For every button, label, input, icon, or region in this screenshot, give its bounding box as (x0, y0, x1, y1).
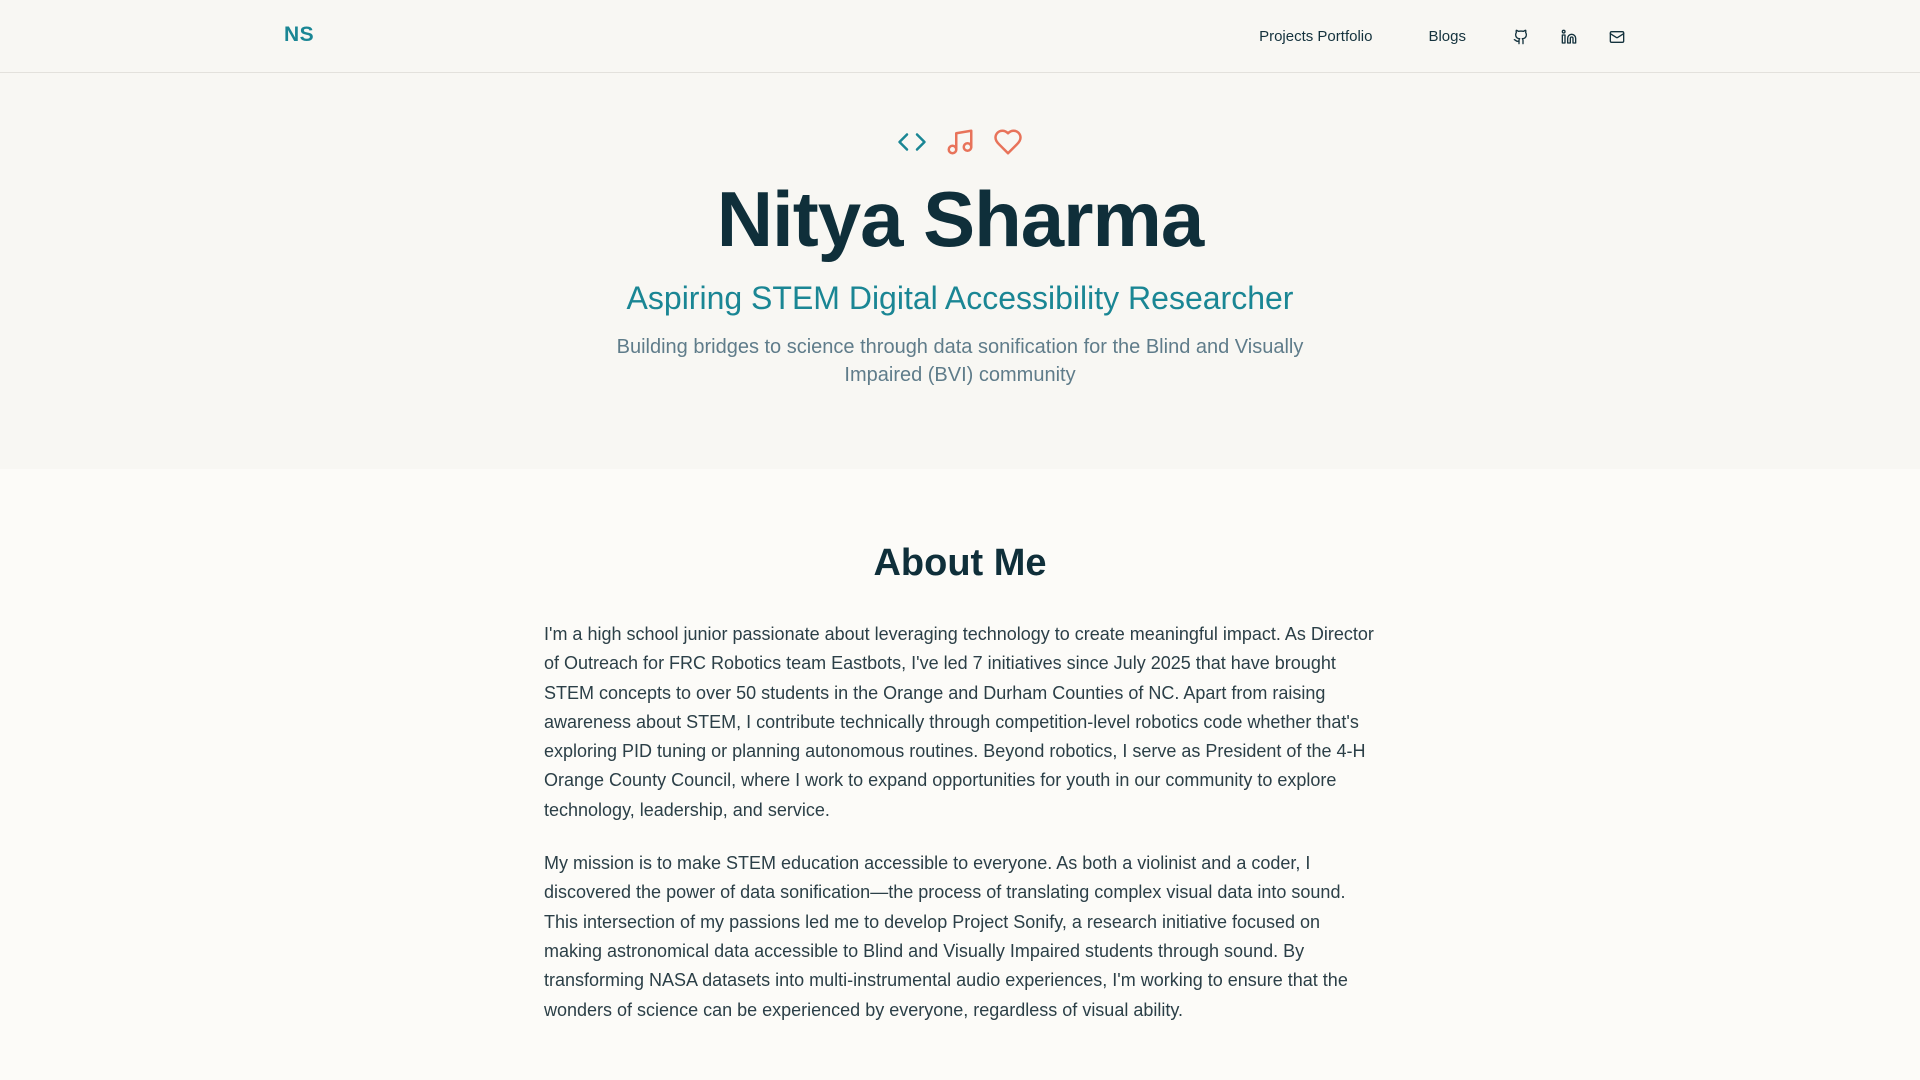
site-logo[interactable]: NS (284, 23, 315, 46)
site-header (0, 0, 1920, 73)
heart-icon (993, 127, 1023, 157)
hero-icon-row (0, 127, 1920, 157)
social-links (1512, 28, 1626, 46)
hero-tagline: Building bridges to science through data sonification for the Blind and Visually Impaired (BVI) community (616, 336, 1304, 386)
about-paragraph: My mission is to make STEM education accessible to everyone. As both a violinist and a coder, I discovered the power of data sonification—the process of translating complex visual data into sound. This intersection of my passions led me to develop Project Sonify, a research initiative focused on making astronomical data accessible to Blind and Visually Impaired students through sound. By transforming NASA datasets into multi-instrumental audio experiences, I'm working to ensure that the wonders of science can be experienced by everyone, regardless of visual ability. (544, 853, 1348, 1020)
main-nav (1259, 0, 1626, 73)
page-title: Nitya Sharma (716, 175, 1204, 263)
nav-link-projects-portfolio[interactable]: Projects Portfolio (1259, 28, 1373, 45)
hero-subtitle: Aspiring STEM Digital Accessibility Researcher (626, 280, 1294, 316)
mail-icon[interactable] (1608, 28, 1626, 46)
about-body (544, 620, 1376, 1049)
hero-section (0, 73, 1920, 469)
github-icon[interactable] (1512, 28, 1530, 46)
about-heading: About Me (873, 542, 1047, 584)
code-icon (897, 127, 927, 157)
nav-link-blogs[interactable]: Blogs (1428, 28, 1466, 45)
music-icon (945, 127, 975, 157)
about-paragraph: I'm a high school junior passionate about leveraging technology to create meaningful impact. As Director of Outreach for FRC Robotics team Eastbots, I've led 7 initiatives since July 2025 that have brought STEM concepts to over 50 students in the Orange and Durham Counties of NC. Apart from raising awareness about STEM, I contribute technically through competition-level robotics code whether that's exploring PID tuning or planning autonomous routines. Beyond robotics, I serve as President of the 4-H Orange County Council, where I work to expand opportunities for youth in our community to explore technology, leadership, and service. (544, 624, 1374, 820)
linkedin-icon[interactable] (1560, 28, 1578, 46)
